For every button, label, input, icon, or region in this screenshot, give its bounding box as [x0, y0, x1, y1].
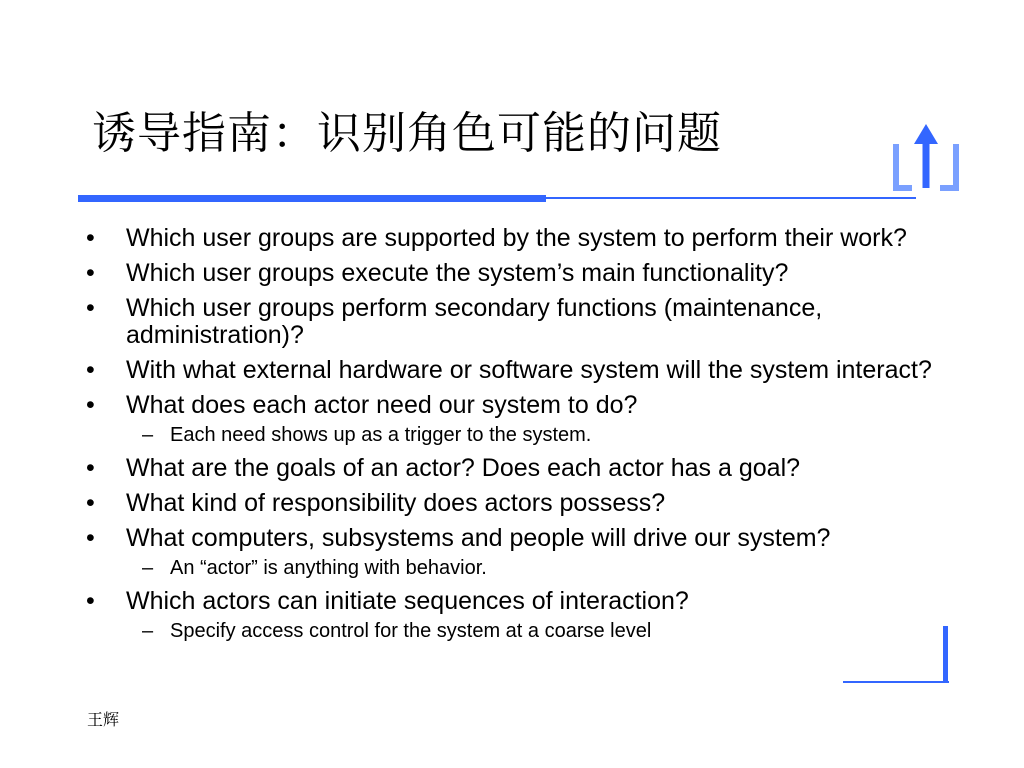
bullet-text: Which user groups execute the system’s main functionality? — [126, 259, 789, 287]
upload-arrow-logo-icon — [888, 118, 968, 194]
bullet-marker: • — [86, 294, 95, 322]
bullet-marker: • — [86, 224, 95, 252]
bullet-item — [82, 225, 962, 252]
bullet-marker: • — [86, 259, 95, 287]
sub-bullet-marker: – — [142, 620, 154, 642]
bullet-marker: • — [86, 356, 95, 384]
corner-accent-vertical — [943, 626, 948, 682]
sub-bullet-item — [82, 620, 962, 642]
bullet-marker: • — [86, 587, 95, 615]
bullet-marker: • — [86, 391, 95, 419]
bullet-list — [82, 225, 962, 651]
bullet-marker: • — [86, 524, 95, 552]
bullet-item — [82, 295, 962, 349]
sub-bullet-text: Specify access control for the system at a coarse level — [170, 620, 652, 642]
bullet-text: Which user groups are supported by the system to perform their work? — [126, 224, 907, 252]
sub-bullet-item — [82, 424, 962, 446]
footer-author: 王辉 — [87, 710, 120, 729]
bullet-item — [82, 357, 962, 384]
slide-title: 诱导指南：识别角色可能的问题 — [92, 108, 722, 159]
bullet-marker: • — [86, 454, 95, 482]
bullet-text: What are the goals of an actor? Does each actor has a goal? — [126, 454, 801, 482]
bullet-item — [82, 490, 962, 517]
bullet-text: What kind of responsibility does actors possess? — [126, 489, 666, 517]
bullet-text: Which user groups perform secondary functions (maintenance, administration)? — [126, 294, 823, 349]
bullet-text: With what external hardware or software system will the system interact? — [126, 356, 932, 384]
bullet-item — [82, 392, 962, 419]
bullet-marker: • — [86, 489, 95, 517]
bullet-item — [82, 260, 962, 287]
sub-bullet-text: An “actor” is anything with behavior. — [170, 557, 487, 579]
sub-bullet-marker: – — [142, 424, 154, 446]
bullet-item — [82, 455, 962, 482]
bullet-text: What does each actor need our system to do? — [126, 391, 638, 419]
bullet-text: What computers, subsystems and people will drive our system? — [126, 524, 831, 552]
bullet-item — [82, 588, 962, 615]
sub-bullet-item — [82, 557, 962, 579]
corner-accent-horizontal — [843, 681, 949, 683]
bullet-text: Which actors can initiate sequences of interaction? — [126, 587, 689, 615]
title-underline-thin — [546, 197, 916, 199]
sub-bullet-text: Each need shows up as a trigger to the system. — [170, 424, 592, 446]
bullet-item — [82, 525, 962, 552]
sub-bullet-marker: – — [142, 557, 154, 579]
title-underline-thick — [78, 195, 546, 202]
